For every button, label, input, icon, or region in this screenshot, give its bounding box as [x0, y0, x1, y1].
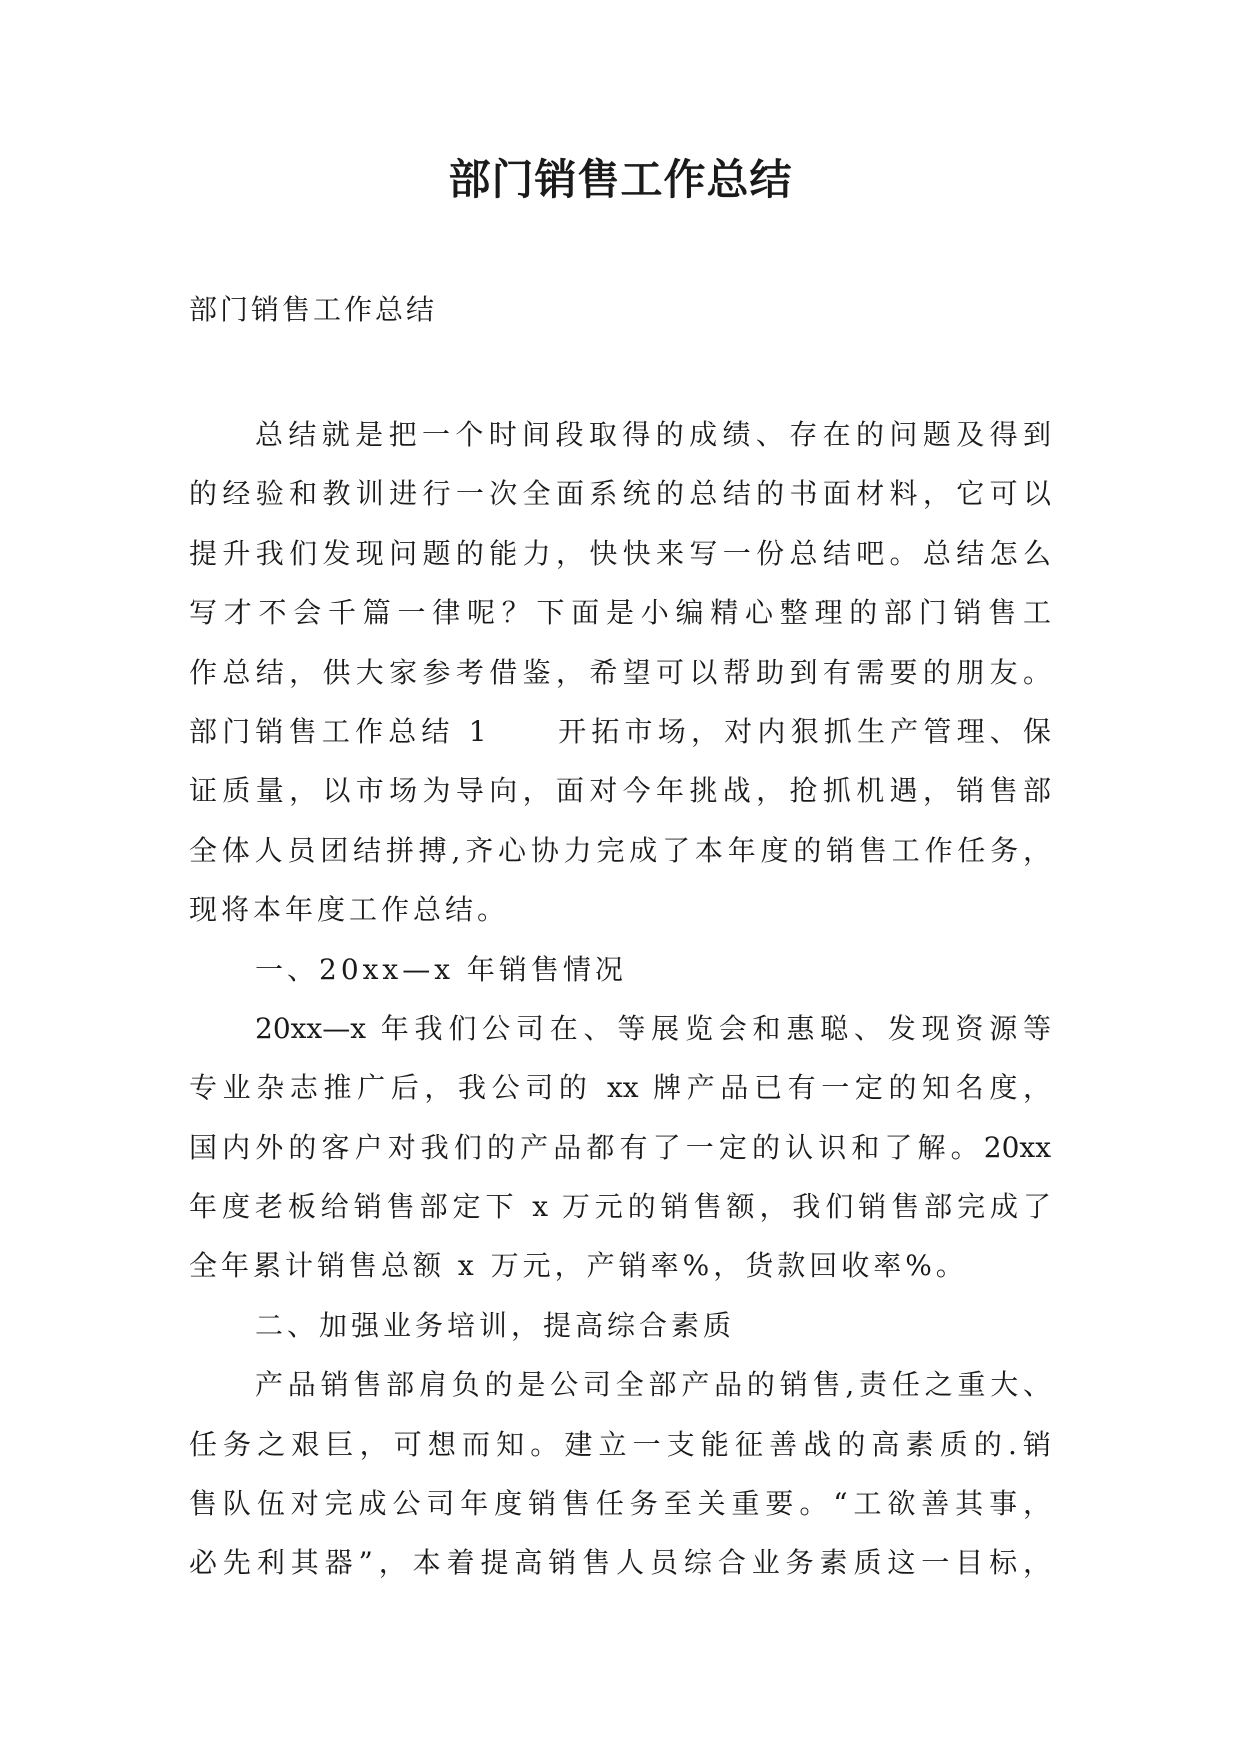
- body-line: 作总结，供大家参考借鉴，希望可以帮助到有需要的朋友。: [189, 655, 1051, 689]
- body-line: 任务之艰巨，可想而知。建立一支能征善战的高素质的.销: [189, 1427, 1051, 1461]
- body-line: 现将本年度工作总结。: [189, 893, 510, 927]
- body-line: 专业杂志推广后，我公司的 xx 牌产品已有一定的知名度，: [189, 1071, 1051, 1105]
- document-title: 部门销售工作总结: [448, 155, 793, 204]
- body-line: 写才不会千篇一律呢？下面是小编精心整理的部门销售工: [189, 596, 1051, 630]
- document-body: [189, 405, 1051, 1593]
- body-line: 提升我们发现问题的能力，快快来写一份总结吧。总结怎么: [189, 536, 1051, 570]
- body-line: 全年累计销售总额 x 万元，产销率%，货款回收率%。: [189, 1249, 968, 1283]
- document-subtitle: 部门销售工作总结: [189, 293, 438, 326]
- body-line: 总结就是把一个时间段取得的成绩、存在的问题及得到: [255, 418, 1051, 451]
- body-line: 国内外的客户对我们的产品都有了一定的认识和了解。20xx: [189, 1130, 1051, 1164]
- body-line: 20xx—x 年我们公司在、等展览会和惠聪、发现资源等: [255, 1011, 1051, 1045]
- body-line: 部门销售工作总结 1 开拓市场，对内狠抓生产管理、保: [189, 714, 1051, 748]
- section-heading: 二、加强业务培训，提高综合素质: [255, 1308, 736, 1342]
- body-line: 的经验和教训进行一次全面系统的总结的书面材料，它可以: [189, 477, 1051, 511]
- body-line: 产品销售部肩负的是公司全部产品的销售,责任之重大、: [255, 1368, 1051, 1402]
- body-line: 年度老板给销售部定下 x 万元的销售额，我们销售部完成了: [189, 1190, 1051, 1224]
- body-line: 证质量，以市场为导向，面对今年挑战，抢抓机遇，销售部: [189, 774, 1051, 808]
- body-line: 售队伍对完成公司年度销售任务至关重要。“工欲善其事，: [189, 1487, 1051, 1521]
- body-line: 必先利其器”，本着提高销售人员综合业务素质这一目标，: [189, 1546, 1051, 1580]
- section-heading: 一、20xx—x 年销售情况: [255, 952, 627, 986]
- body-line: 全体人员团结拼搏,齐心协力完成了本年度的销售工作任务，: [189, 833, 1051, 867]
